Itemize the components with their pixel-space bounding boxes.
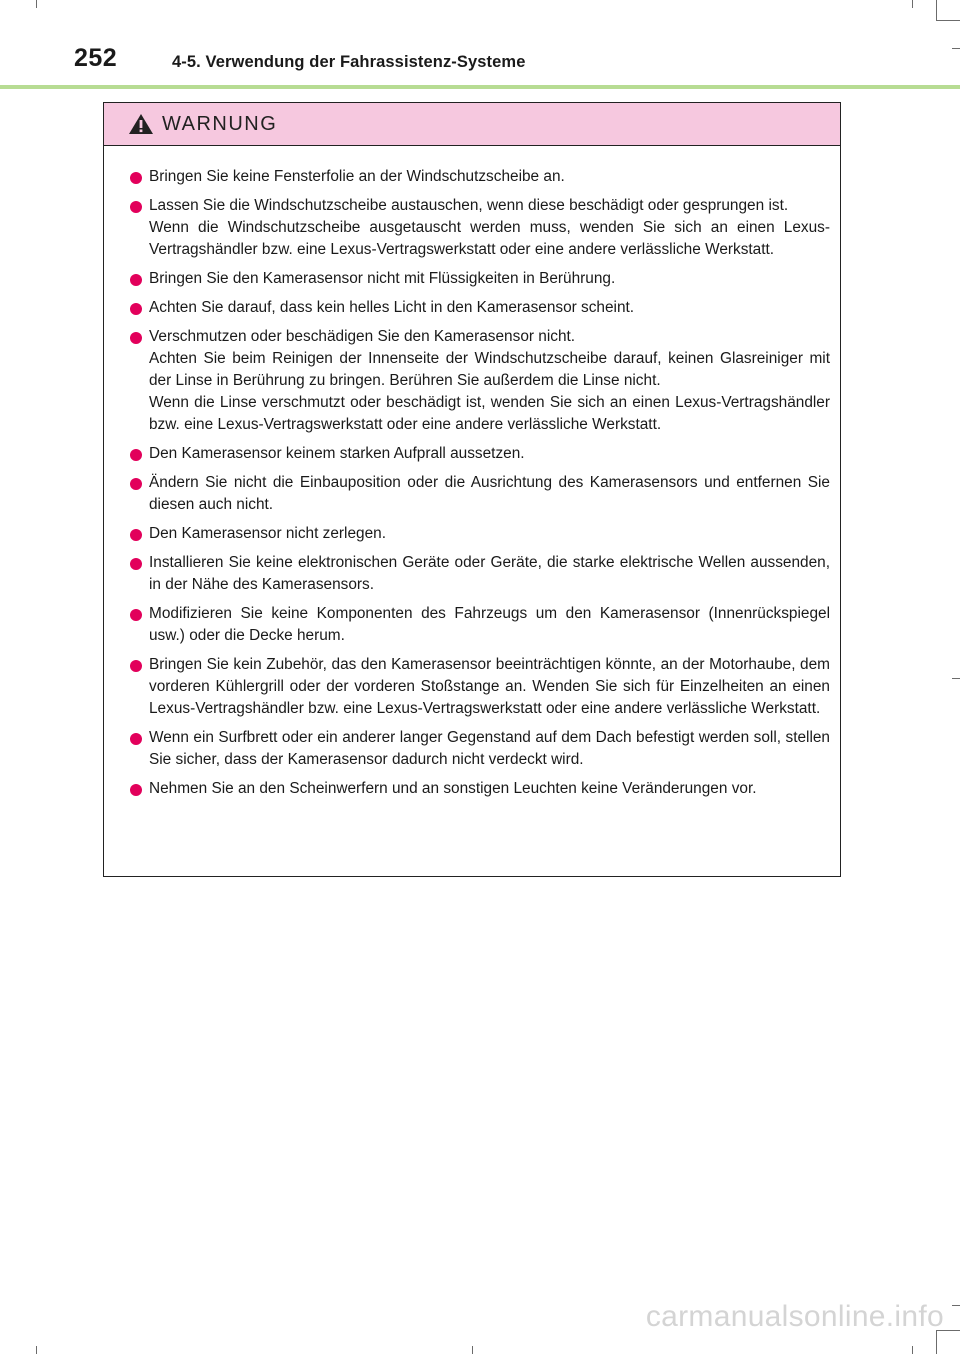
warning-paragraph: Achten Sie darauf, dass kein helles Licht in den Kamerasensor scheint. — [149, 299, 635, 316]
warning-item — [130, 443, 830, 465]
warning-item — [130, 472, 830, 516]
warning-item-text — [149, 603, 830, 647]
warning-item — [130, 552, 830, 596]
warning-paragraph: Installieren Sie keine elektronischen Geräte oder Geräte, die starke elektrische Wellen aussenden, in der Nähe des Kamerasensors. — [149, 554, 830, 593]
bullet-icon — [130, 478, 142, 490]
warning-box — [103, 102, 841, 877]
bullet-icon — [130, 609, 142, 621]
bullet-icon — [130, 660, 142, 672]
crop-mark — [36, 0, 37, 8]
warning-item-text — [149, 552, 830, 596]
crop-mark — [952, 48, 960, 49]
warning-paragraph: Verschmutzen oder beschädigen Sie den Kamerasensor nicht. — [149, 328, 576, 345]
crop-mark — [952, 1305, 960, 1306]
warning-paragraph: Wenn ein Surfbrett oder ein anderer langer Gegenstand auf dem Dach befestigt werden soll, stellen Sie sicher, dass der Kamerasensor dadurch nicht verdeckt wird. — [149, 729, 830, 768]
warning-paragraph: Wenn die Windschutzscheibe ausgetauscht werden muss, wenden Sie sich an einen Lexus-Vertragshändler bzw. eine Lexus-Vertragswerkstatt oder eine andere verlässliche Werkstatt. — [149, 219, 830, 258]
bullet-icon — [130, 558, 142, 570]
crop-mark — [36, 1346, 37, 1354]
warning-paragraph: Bringen Sie kein Zubehör, das den Kamerasensor beeinträchtigen könnte, an der Motorhaube, dem vorderen Kühlergrill oder der vorderen Stoßstange an. Wenden Sie sich für Einzelheiten an einen Lexus-Vertragshändler bzw. eine Lexus-Vertragswerkstatt oder eine andere verlässliche Werkstatt. — [149, 656, 830, 717]
warning-paragraph: Den Kamerasensor nicht zerlegen. — [149, 525, 386, 542]
warning-triangle-icon — [128, 113, 154, 135]
bullet-icon — [130, 172, 142, 184]
crop-mark — [472, 1346, 473, 1354]
warning-item-text — [149, 523, 830, 545]
warning-paragraph: Achten Sie beim Reinigen der Innenseite der Windschutzscheibe darauf, keinen Glasreiniger mit der Linse in Berührung zu bringen. Berühren Sie außerdem die Linse nicht. — [149, 350, 830, 389]
crop-mark — [912, 1346, 913, 1354]
bullet-icon — [130, 332, 142, 344]
warning-item — [130, 654, 830, 720]
warning-item — [130, 326, 830, 436]
warning-header — [104, 103, 840, 146]
bullet-icon — [130, 784, 142, 796]
header-rule — [0, 85, 960, 89]
crop-mark — [912, 0, 913, 8]
crop-mark — [952, 678, 960, 679]
warning-item-text — [149, 778, 830, 800]
warning-item — [130, 778, 830, 800]
warning-item-text — [149, 326, 830, 436]
section-title: 4-5. Verwendung der Fahrassistenz-Systeme — [172, 53, 526, 71]
warning-item-text — [149, 297, 830, 319]
bullet-icon — [130, 303, 142, 315]
warning-item — [130, 268, 830, 290]
warning-item-text — [149, 472, 830, 516]
warning-paragraph: Modifizieren Sie keine Komponenten des Fahrzeugs um den Kamerasensor (Innenrückspiegel usw.) oder die Decke herum. — [149, 605, 830, 644]
crop-mark — [936, 0, 937, 20]
bullet-icon — [130, 529, 142, 541]
warning-item-text — [149, 166, 830, 188]
warning-item-text — [149, 727, 830, 771]
warning-paragraph: Nehmen Sie an den Scheinwerfern und an sonstigen Leuchten keine Veränderungen vor. — [149, 780, 757, 797]
bullet-icon — [130, 449, 142, 461]
warning-item-text — [149, 654, 830, 720]
watermark: carmanualsonline.info — [645, 1300, 944, 1333]
warning-item-text — [149, 195, 830, 261]
warning-item — [130, 523, 830, 545]
warning-item-text — [149, 443, 830, 465]
warning-paragraph: Wenn die Linse verschmutzt oder beschädigt ist, wenden Sie sich an einen Lexus-Vertragshändler bzw. eine Lexus-Vertragswerkstatt oder eine andere verlässliche Werkstatt. — [149, 394, 830, 433]
warning-item — [130, 727, 830, 771]
warning-paragraph: Den Kamerasensor keinem starken Aufprall aussetzen. — [149, 445, 525, 462]
crop-mark — [936, 20, 960, 21]
warning-paragraph: Bringen Sie den Kamerasensor nicht mit Flüssigkeiten in Berührung. — [149, 270, 616, 287]
warning-paragraph: Ändern Sie nicht die Einbauposition oder die Ausrichtung des Kamerasensors und entfernen Sie diesen auch nicht. — [149, 474, 830, 513]
warning-title: WARNUNG — [162, 112, 278, 135]
warning-item — [130, 603, 830, 647]
warning-paragraph: Lassen Sie die Windschutzscheibe austauschen, wenn diese beschädigt oder gesprungen ist. — [149, 197, 789, 214]
bullet-icon — [130, 733, 142, 745]
warning-item — [130, 195, 830, 261]
warning-item-text — [149, 268, 830, 290]
warning-item — [130, 166, 830, 188]
warning-paragraph: Bringen Sie keine Fensterfolie an der Windschutzscheibe an. — [149, 168, 565, 185]
bullet-icon — [130, 274, 142, 286]
page-number: 252 — [74, 44, 118, 72]
bullet-icon — [130, 201, 142, 213]
warning-item — [130, 297, 830, 319]
warning-list — [104, 146, 840, 800]
